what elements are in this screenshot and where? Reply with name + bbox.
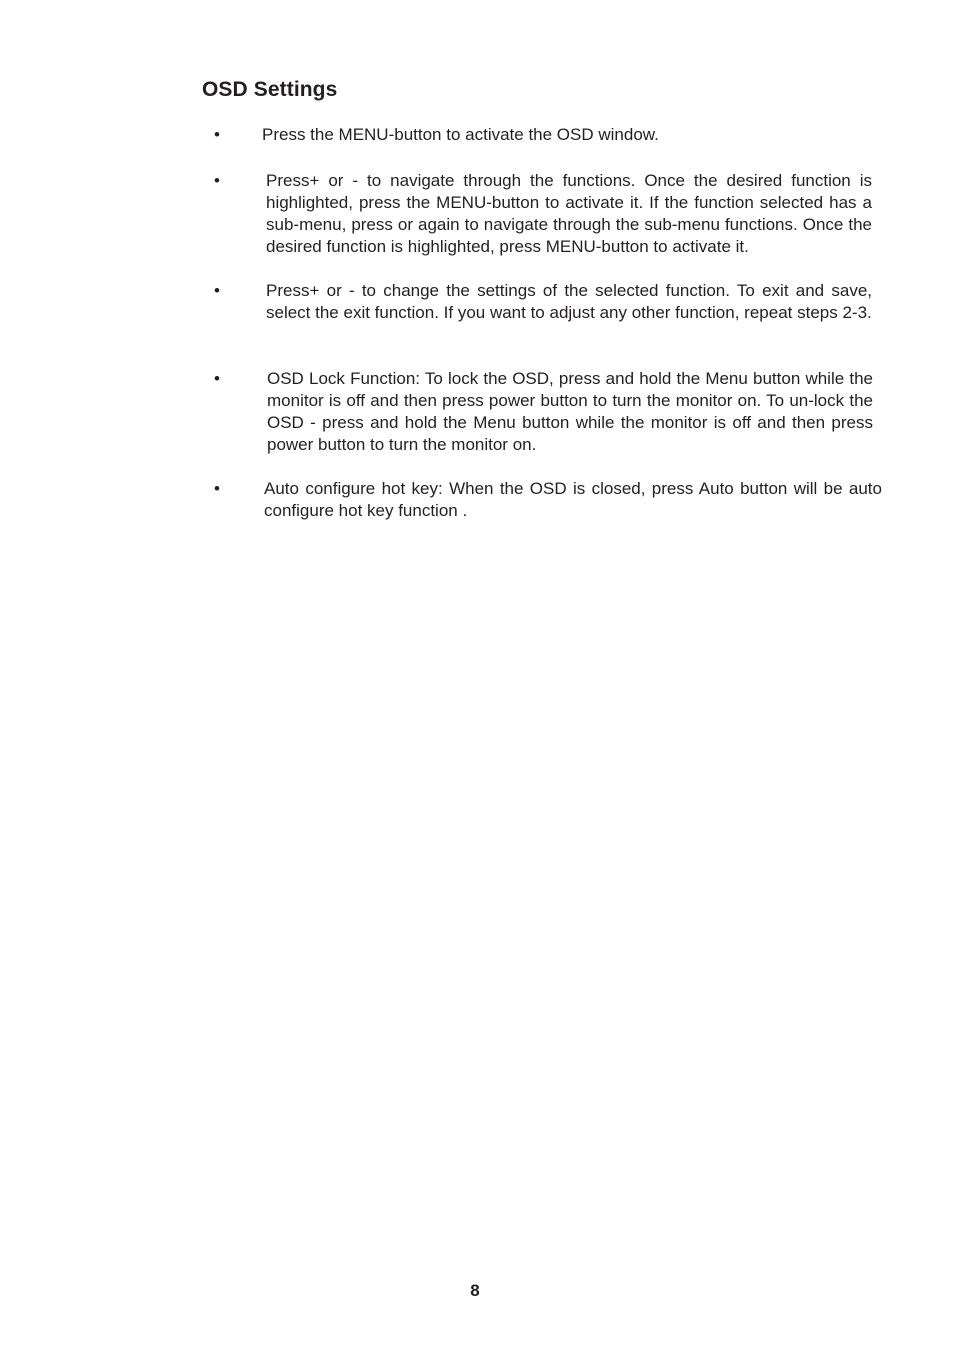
list-item-text: OSD Lock Function: To lock the OSD, press and hold the Menu button while the monitor is off and then press power button to turn the monitor on. To un-lock the OSD - press and hold the Menu button while the monitor is off and then press power button to turn the monitor on. (267, 369, 873, 454)
bullet-icon: • (214, 281, 220, 300)
list-item-text: Auto configure hot key: When the OSD is closed, press Auto button will be auto configure hot key function . (264, 479, 882, 520)
list-item-text: Press+ or - to change the settings of the selected function. To exit and save, select the exit function. If you want to adjust any other function, repeat steps 2-3. (266, 281, 872, 322)
page-number: 8 (470, 1281, 480, 1300)
bullet-icon: • (214, 125, 220, 144)
bullet-icon: • (214, 369, 220, 388)
list-item-text: Press the MENU-button to activate the OSD window. (262, 125, 659, 144)
bullet-icon: • (214, 171, 220, 190)
page-heading: OSD Settings (202, 78, 338, 101)
list-item-text: Press+ or - to navigate through the functions. Once the desired function is highlighted, press the MENU-button to activate it. If the function selected has a sub-menu, press or again to navigate through the sub-menu functions. Once the desired function is highlighted, press MENU-button to activate it. (266, 171, 872, 256)
bullet-icon: • (214, 479, 220, 498)
